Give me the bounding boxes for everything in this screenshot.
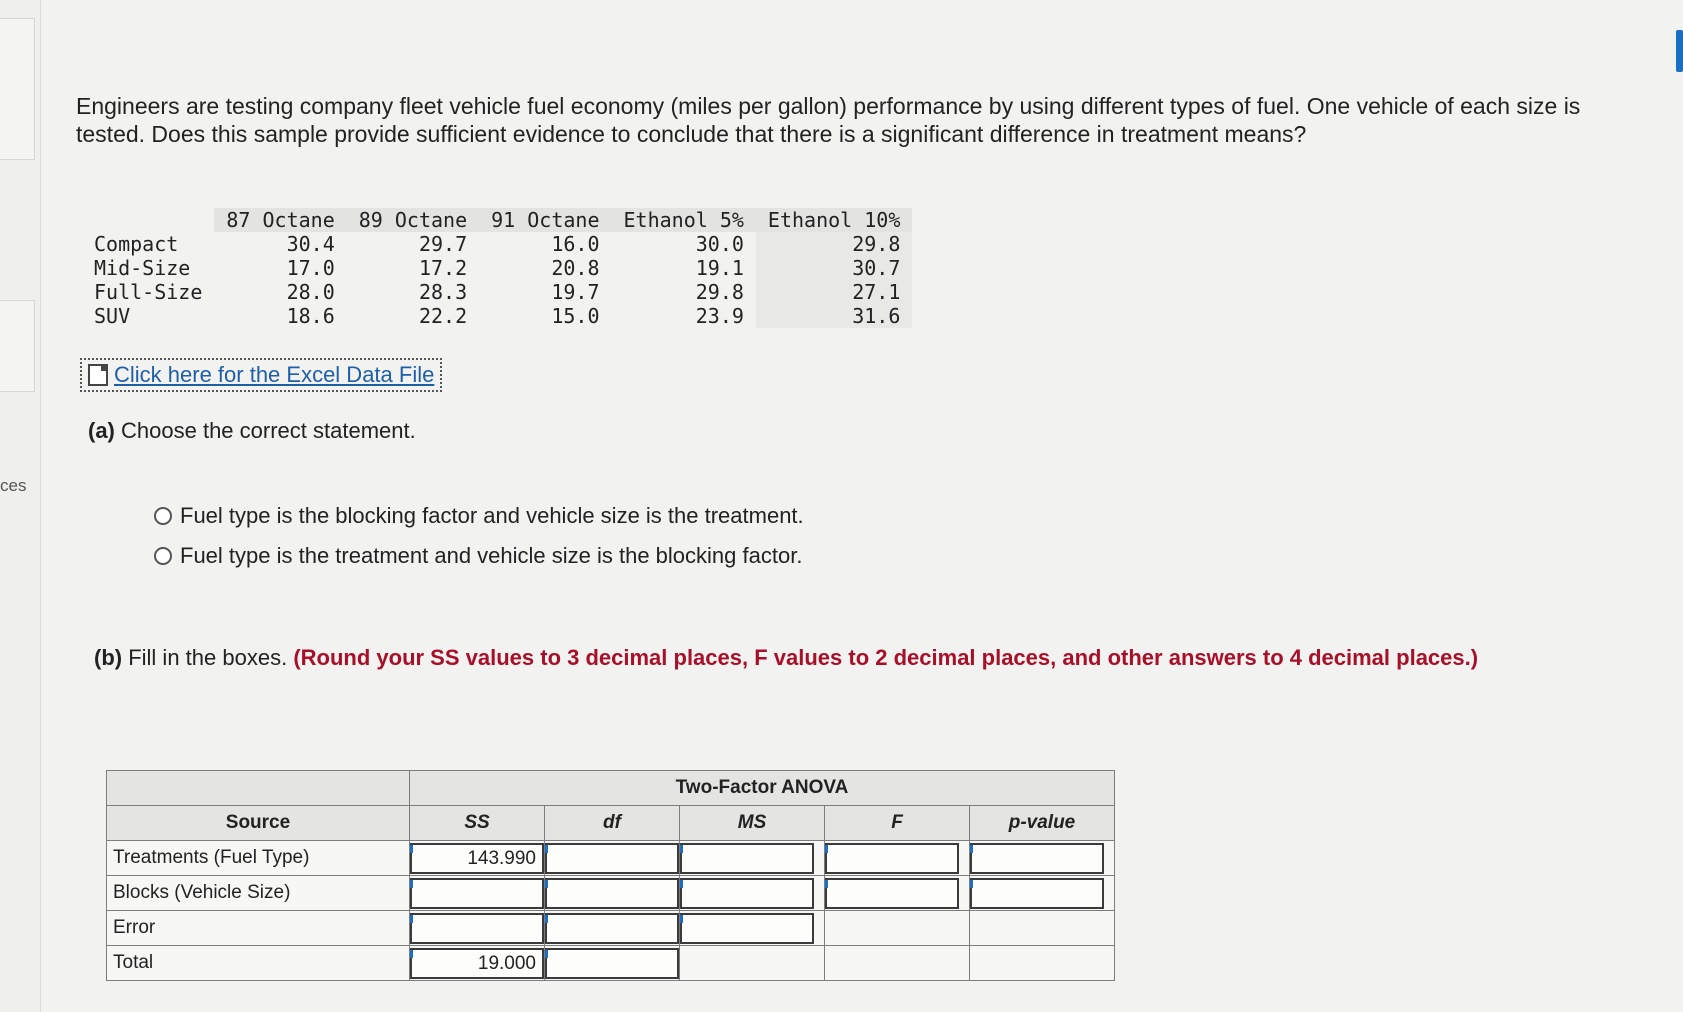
question-text: Engineers are testing company fleet vehicle fuel economy (miles per gallon) performance by using different types of fuel. One vehicle of each size is tested. Does this sample provide sufficient evidence to conclude that there is a significant difference in treatment means? bbox=[76, 93, 1581, 147]
total-ss-input[interactable]: 19.000 bbox=[410, 948, 544, 979]
option-fuel-blocking[interactable] bbox=[154, 496, 804, 536]
radio-button[interactable] bbox=[154, 547, 172, 565]
cell: 27.1 bbox=[756, 280, 912, 304]
empty-cell bbox=[970, 946, 1115, 981]
cell: 17.2 bbox=[418, 256, 468, 280]
cell: 30.7 bbox=[756, 256, 912, 280]
header-ms: MS bbox=[680, 806, 825, 841]
option-label[interactable]: Fuel type is the blocking factor and vehicle size is the treatment. bbox=[180, 503, 804, 528]
cell: 29.8 bbox=[756, 232, 912, 256]
treatments-df-input[interactable] bbox=[545, 843, 679, 874]
error-ms-input[interactable] bbox=[680, 913, 814, 944]
table-row bbox=[80, 232, 912, 256]
anova-table bbox=[106, 770, 1115, 981]
left-sidebar bbox=[0, 0, 41, 1012]
side-label: ces bbox=[0, 476, 27, 495]
blocks-ss-input[interactable] bbox=[410, 878, 544, 909]
option-label[interactable]: Fuel type is the treatment and vehicle size is the blocking factor. bbox=[180, 543, 803, 568]
header-df: df bbox=[545, 806, 680, 841]
error-df-input[interactable] bbox=[545, 913, 679, 944]
cell: 19.7 bbox=[551, 280, 600, 304]
part-b-prompt bbox=[94, 644, 1544, 672]
radio-button[interactable] bbox=[154, 507, 172, 525]
answer-options bbox=[154, 496, 804, 576]
header-f: F bbox=[825, 806, 970, 841]
rounding-instruction: (Round your SS values to 3 decimal places, F values to 2 decimal places, and other answers to 4 decimal places.) bbox=[293, 645, 1479, 670]
excel-data-link[interactable] bbox=[80, 358, 442, 392]
column-header: 89 Octane bbox=[347, 208, 479, 232]
error-ss-input[interactable] bbox=[410, 913, 544, 944]
row-label: Full-Size bbox=[94, 280, 203, 304]
blocks-f-input[interactable] bbox=[825, 878, 959, 909]
row-label: Compact bbox=[94, 232, 179, 256]
header-ss: SS bbox=[410, 806, 545, 841]
total-df-input[interactable] bbox=[545, 948, 679, 979]
table-row bbox=[107, 876, 1115, 911]
source-label: Error bbox=[107, 911, 410, 946]
cell: 30.0 bbox=[695, 232, 744, 256]
table-row bbox=[107, 841, 1115, 876]
cell: 28.0 bbox=[286, 280, 335, 304]
table-row bbox=[80, 304, 912, 328]
source-label: Treatments (Fuel Type) bbox=[107, 841, 410, 876]
scroll-marker[interactable] bbox=[1676, 30, 1683, 72]
header-p-value: p-value bbox=[970, 806, 1115, 841]
question-content bbox=[76, 92, 1616, 974]
table-row bbox=[80, 280, 912, 304]
cell: 20.8 bbox=[551, 256, 600, 280]
empty-cell bbox=[825, 946, 970, 981]
treatments-ss-input[interactable]: 143.990 bbox=[410, 843, 544, 874]
cell: 17.0 bbox=[286, 256, 335, 280]
option-fuel-treatment[interactable] bbox=[154, 536, 804, 576]
cell: 23.9 bbox=[695, 304, 744, 328]
column-header: Ethanol 10% bbox=[756, 208, 912, 232]
source-label: Blocks (Vehicle Size) bbox=[107, 876, 410, 911]
part-b-text: Fill in the boxes. bbox=[128, 645, 288, 670]
part-b-label: (b) bbox=[94, 645, 123, 670]
part-a-text: Choose the correct statement. bbox=[121, 418, 416, 443]
blocks-df-input[interactable] bbox=[545, 878, 679, 909]
cell: 22.2 bbox=[418, 304, 468, 328]
treatments-f-input[interactable] bbox=[825, 843, 959, 874]
source-label: Total bbox=[107, 946, 410, 981]
table-row bbox=[107, 911, 1115, 946]
empty-cell bbox=[825, 911, 970, 946]
excel-link-text[interactable]: Click here for the Excel Data File bbox=[114, 362, 435, 387]
cell: 19.1 bbox=[695, 256, 744, 280]
cell: 31.6 bbox=[756, 304, 912, 328]
cell: 18.6 bbox=[286, 304, 335, 328]
cell: 30.4 bbox=[286, 232, 335, 256]
cell: 15.0 bbox=[551, 304, 600, 328]
sidebar-tab[interactable] bbox=[0, 300, 35, 392]
document-icon bbox=[88, 364, 108, 386]
part-a-prompt bbox=[88, 418, 416, 444]
blocks-ms-input[interactable] bbox=[680, 878, 814, 909]
table-row bbox=[80, 256, 912, 280]
blocks-p-value-input[interactable] bbox=[970, 878, 1104, 909]
cell: 29.7 bbox=[418, 232, 468, 256]
column-header: 87 Octane bbox=[214, 208, 346, 232]
part-a-label: (a) bbox=[88, 418, 115, 443]
cell: 28.3 bbox=[418, 280, 468, 304]
column-header: 91 Octane bbox=[479, 208, 611, 232]
table-row bbox=[107, 946, 1115, 981]
treatments-p-value-input[interactable] bbox=[970, 843, 1104, 874]
column-header: Ethanol 5% bbox=[612, 208, 756, 232]
empty-cell bbox=[970, 911, 1115, 946]
treatments-ms-input[interactable] bbox=[680, 843, 814, 874]
cell: 16.0 bbox=[551, 232, 600, 256]
empty-cell bbox=[680, 946, 825, 981]
cell: 29.8 bbox=[695, 280, 744, 304]
header-source: Source bbox=[107, 806, 410, 841]
data-table bbox=[80, 208, 912, 328]
row-label: SUV bbox=[94, 304, 131, 328]
row-label: Mid-Size bbox=[94, 256, 191, 280]
sidebar-tab[interactable] bbox=[0, 18, 35, 160]
anova-title: Two-Factor ANOVA bbox=[410, 771, 1115, 806]
